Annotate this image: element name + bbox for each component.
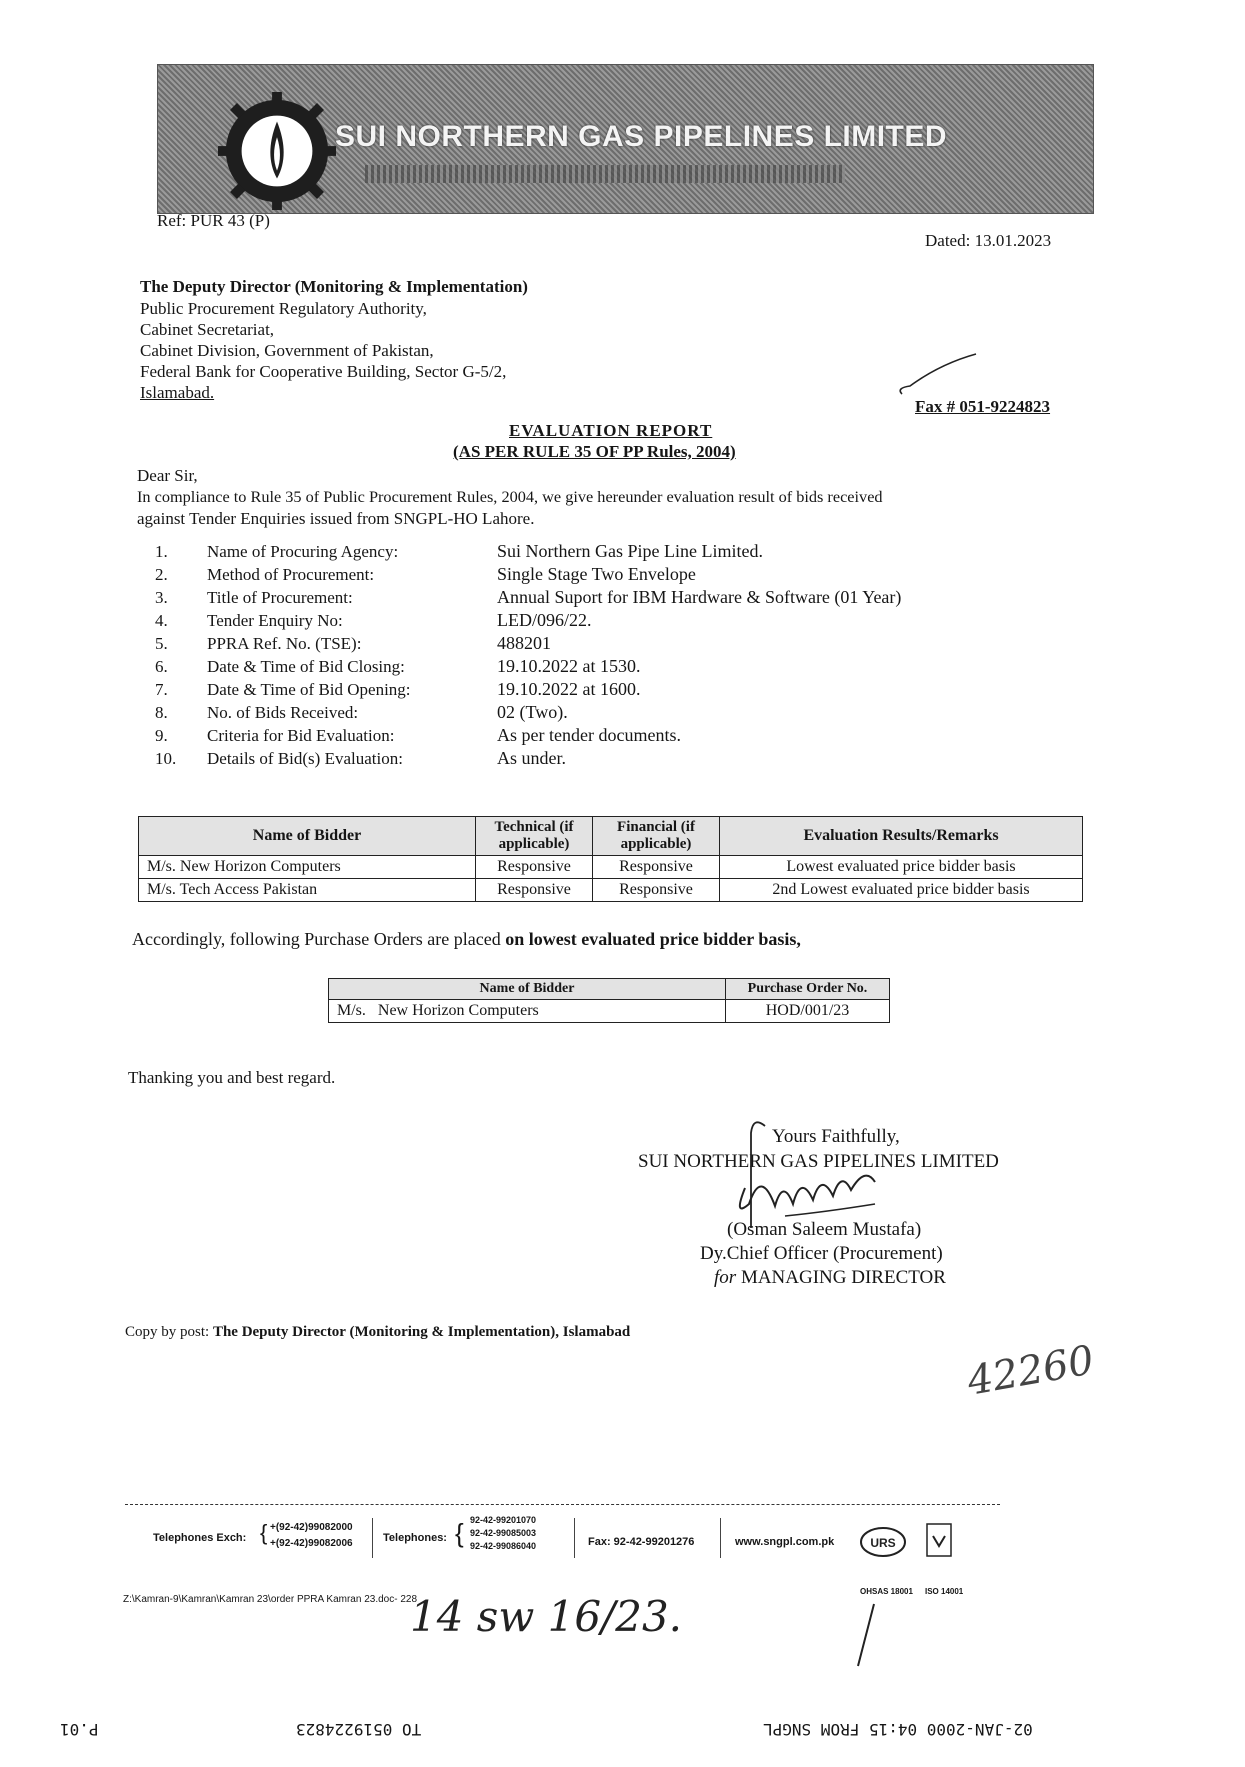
- item-label: PPRA Ref. No. (TSE):: [207, 634, 362, 653]
- item-label: Criteria for Bid Evaluation:: [207, 726, 395, 745]
- addressee-line: Federal Bank for Cooperative Building, Sector G-5/2,: [140, 362, 507, 381]
- telephone-number: 92-42-99085003: [470, 1528, 537, 1538]
- item-number: 2.: [155, 565, 168, 584]
- financial-status: Responsive: [593, 856, 720, 879]
- intro-paragraph: against Tender Enquiries issued from SNGPL-HO Lahore.: [137, 509, 535, 528]
- column-header: Evaluation Results/Remarks: [720, 817, 1083, 856]
- item-number: 10.: [155, 749, 177, 768]
- signatory-designation: Dy.Chief Officer (Procurement): [700, 1243, 943, 1264]
- purchase-order-table: [328, 978, 890, 1023]
- item-value: 19.10.2022 at 1600.: [497, 679, 641, 699]
- handwritten-note: 14 sw 16/23.: [410, 1592, 683, 1641]
- addressee-line: Cabinet Division, Government of Pakistan,: [140, 341, 434, 360]
- date: Dated: 13.01.2023: [925, 231, 1052, 250]
- evaluation-remark: 2nd Lowest evaluated price bidder basis: [720, 879, 1083, 902]
- item-value: As under.: [497, 748, 566, 768]
- accordingly-statement: [132, 929, 801, 950]
- item-label: Name of Procuring Agency:: [207, 542, 399, 561]
- bidder-name: M/s. New Horizon Computers: [139, 856, 476, 879]
- letterhead-subtext-smudge: [365, 165, 845, 183]
- company-name: SUI NORTHERN GAS PIPELINES LIMITED: [335, 120, 948, 153]
- column-header: Financial (if applicable): [593, 817, 720, 856]
- purchase-order-number: HOD/001/23: [726, 1000, 890, 1023]
- item-value: 488201: [497, 633, 551, 653]
- item-number: 5.: [155, 634, 168, 653]
- item-label: Details of Bid(s) Evaluation:: [207, 749, 403, 768]
- item-label: Method of Procurement:: [207, 565, 375, 584]
- column-header: Purchase Order No.: [726, 979, 890, 1000]
- item-number: 1.: [155, 542, 168, 561]
- brace-icon: {: [455, 1518, 464, 1548]
- reference-number: Ref: PUR 43 (P): [157, 211, 270, 230]
- footer-separator: [574, 1518, 575, 1558]
- item-label: Date & Time of Bid Closing:: [207, 657, 405, 676]
- technical-status: Responsive: [476, 879, 593, 902]
- addressee-line: Public Procurement Regulatory Authority,: [140, 299, 427, 318]
- table-row: [329, 1000, 890, 1023]
- bidder-name: M/s. New Horizon Computers: [329, 1000, 726, 1023]
- accordingly-text: Accordingly, following Purchase Orders are placed: [132, 929, 506, 949]
- evaluation-table: [138, 816, 1083, 902]
- table-row: [139, 856, 1083, 879]
- salutation: Dear Sir,: [137, 466, 198, 485]
- closing-thanks: Thanking you and best regard.: [128, 1068, 336, 1087]
- accordingly-emphasis: on lowest evaluated price bidder basis,: [505, 929, 801, 949]
- telephone-exchange-label: Telephones Exch:: [153, 1532, 247, 1544]
- item-label: Tender Enquiry No:: [207, 611, 343, 630]
- svg-text:URS: URS: [870, 1536, 896, 1550]
- item-value: 19.10.2022 at 1530.: [497, 656, 641, 676]
- item-value: 02 (Two).: [497, 702, 568, 722]
- item-number: 7.: [155, 680, 168, 699]
- item-number: 3.: [155, 588, 168, 607]
- item-label: Title of Procurement:: [207, 588, 353, 607]
- telephone-exchange-number: +(92-42)99082006: [270, 1538, 353, 1549]
- on-behalf-of: [714, 1267, 946, 1288]
- item-label: Date & Time of Bid Opening:: [207, 680, 411, 699]
- copy-label: Copy by post:: [125, 1324, 213, 1340]
- footer-separator: [720, 1518, 721, 1558]
- company-logo-icon: [218, 92, 336, 210]
- item-label: No. of Bids Received:: [207, 703, 359, 722]
- telephone-exchange-number: +(92-42)99082000: [270, 1522, 353, 1533]
- item-number: 6.: [155, 657, 168, 676]
- intro-paragraph: In compliance to Rule 35 of Public Procurement Rules, 2004, we give hereunder evaluation result of bids received: [137, 487, 883, 506]
- brace-icon: {: [260, 1520, 268, 1545]
- certification-label: ISO 14001: [925, 1587, 964, 1596]
- handwritten-stroke: [850, 1600, 880, 1670]
- fax-number: Fax # 051-9224823: [915, 397, 1051, 416]
- table-header-row: [329, 979, 890, 1000]
- footer-separator: [372, 1518, 373, 1558]
- fax-page-number: P.01: [60, 1720, 99, 1739]
- fax-to-number: TO 0519224823: [296, 1720, 422, 1739]
- certification-label: OHSAS 18001: [860, 1587, 913, 1596]
- report-title: EVALUATION REPORT: [509, 421, 713, 440]
- addressee-line: Islamabad.: [140, 383, 215, 402]
- managing-director-label: MANAGING DIRECTOR: [740, 1267, 946, 1288]
- item-number: 9.: [155, 726, 168, 745]
- technical-status: Responsive: [476, 856, 593, 879]
- copy-to: [125, 1322, 630, 1343]
- report-subtitle: (AS PER RULE 35 OF PP Rules, 2004): [453, 442, 736, 461]
- financial-status: Responsive: [593, 879, 720, 902]
- item-value: Sui Northern Gas Pipe Line Limited.: [497, 541, 763, 561]
- handwritten-signature: [725, 1108, 920, 1233]
- copy-recipient: The Deputy Director (Monitoring & Implementation), Islamabad: [212, 1324, 631, 1340]
- telephone-number: 92-42-99086040: [470, 1541, 537, 1551]
- signatory-name: (Osman Saleem Mustafa): [727, 1219, 922, 1240]
- item-value: Annual Suport for IBM Hardware & Software (01 Year): [497, 587, 902, 607]
- fax-header-line: 02-JAN-2000 04:15 FROM SNGPL: [763, 1720, 1033, 1739]
- item-number: 8.: [155, 703, 168, 722]
- signature-company: SUI NORTHERN GAS PIPELINES LIMITED: [638, 1151, 999, 1172]
- certification-seal-icon: [858, 1525, 908, 1559]
- addressee-line: Cabinet Secretariat,: [140, 320, 275, 339]
- item-value: As per tender documents.: [497, 725, 681, 745]
- evaluation-remark: Lowest evaluated price bidder basis: [720, 856, 1083, 879]
- telephone-label: Telephones:: [383, 1532, 447, 1544]
- addressee-title: The Deputy Director (Monitoring & Implementation): [140, 277, 528, 296]
- iso-certification-icon: [925, 1522, 953, 1558]
- table-row: [139, 879, 1083, 902]
- column-header: Name of Bidder: [329, 979, 726, 1000]
- footer-divider: [125, 1504, 1000, 1505]
- file-path: Z:\Kamran-9\Kamran\Kamran 23\order PPRA Kamran 23.doc- 228: [123, 1594, 418, 1605]
- table-header-row: [139, 817, 1083, 856]
- closing-phrase: Yours Faithfully,: [772, 1126, 900, 1147]
- item-value: Single Stage Two Envelope: [497, 564, 696, 584]
- website: www.sngpl.com.pk: [735, 1536, 835, 1548]
- column-header: Technical (if applicable): [476, 817, 593, 856]
- handwritten-number: 42260: [963, 1337, 1098, 1405]
- item-number: 4.: [155, 611, 168, 630]
- item-value: LED/096/22.: [497, 610, 592, 630]
- bidder-name: M/s. Tech Access Pakistan: [139, 879, 476, 902]
- fax-footer: Fax: 92-42-99201276: [588, 1536, 695, 1548]
- telephone-number: 92-42-99201070: [470, 1515, 537, 1525]
- for-label: for: [714, 1267, 737, 1288]
- column-header: Name of Bidder: [139, 817, 476, 856]
